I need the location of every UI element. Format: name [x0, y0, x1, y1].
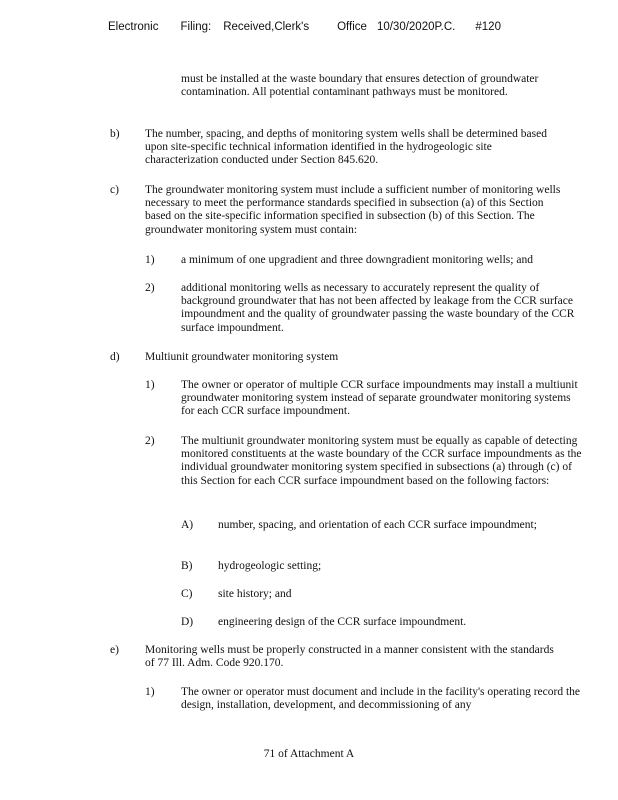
item-c-2: additional monitoring wells as necessary to accurately represent the quality of background groundwater that has not been affected by leakage from the CCR surface impoundment and the quality of groundwater passing the waste boundary of the CCR surface impoundment. — [181, 282, 575, 334]
header-number: #120 — [475, 21, 501, 33]
header-received: Received,Clerk's — [223, 21, 310, 33]
item-d-2: The multiunit groundwater monitoring system must be equally as capable of detecting monitored constituents at the waste boundary of the CCR surface impoundments as the individual groundwater monitoring system specified in subsections (a) through (c) of this Section for each CCR surface impoundment based on the following factors: — [181, 435, 582, 487]
header-date: 10/30/2020P.C. — [376, 21, 456, 33]
label-c: c) — [110, 184, 119, 196]
label-c-2: 2) — [145, 282, 155, 294]
item-e-1: The owner or operator must document and include in the facility's operating record the design, installation, development, and decommissioning of any — [181, 686, 581, 712]
header-office: Office — [337, 21, 367, 33]
paragraph-c: The groundwater monitoring system must include a sufficient number of monitoring wells necessary to meet the performance standards specified in subsection (a) of this Section based on the site-specific information specified in subsection (b) of this Section. The groundwater monitoring system must contain: — [145, 184, 561, 236]
item-d-1: The owner or operator of multiple CCR surface impoundments may install a multiunit groundwater monitoring system instead of separate groundwater monitoring systems for each CCR surface impoundment. — [181, 379, 578, 418]
subitem-d-C: site history; and — [218, 588, 292, 600]
label-d-B: B) — [181, 560, 193, 572]
label-b: b) — [110, 128, 120, 140]
header-filing: Filing: — [180, 21, 212, 33]
label-d-1: 1) — [145, 379, 155, 391]
label-c-1: 1) — [145, 254, 155, 266]
filing-header — [108, 21, 501, 34]
subitem-d-D: engineering design of the CCR surface impoundment. — [218, 616, 467, 628]
paragraph-e: Monitoring wells must be properly constructed in a manner consistent with the standards of 77 Ill. Adm. Code 920.170. — [145, 644, 554, 670]
label-d: d) — [110, 351, 120, 363]
label-e: e) — [110, 644, 119, 656]
label-e-1: 1) — [145, 686, 155, 698]
continuation-paragraph: must be installed at the waste boundary that ensures detection of groundwater contamination. All potential contaminant pathways must be monitored. — [181, 73, 539, 99]
page-footer: 71 of Attachment A — [263, 748, 355, 760]
paragraph-b: The number, spacing, and depths of monitoring system wells shall be determined based upon site-specific technical information identified in the hydrogeologic site characterization conducted under Section 845.620. — [145, 128, 547, 167]
label-d-C: C) — [181, 588, 193, 600]
label-d-D: D) — [181, 616, 194, 628]
item-c-1: a minimum of one upgradient and three downgradient monitoring wells; and — [181, 254, 533, 266]
header-electronic: Electronic — [108, 21, 159, 33]
subitem-d-A: number, spacing, and orientation of each CCR surface impoundment; — [218, 519, 537, 531]
label-d-2: 2) — [145, 435, 155, 447]
label-d-A: A) — [181, 519, 194, 531]
paragraph-d: Multiunit groundwater monitoring system — [145, 351, 339, 363]
subitem-d-B: hydrogeologic setting; — [218, 560, 322, 572]
